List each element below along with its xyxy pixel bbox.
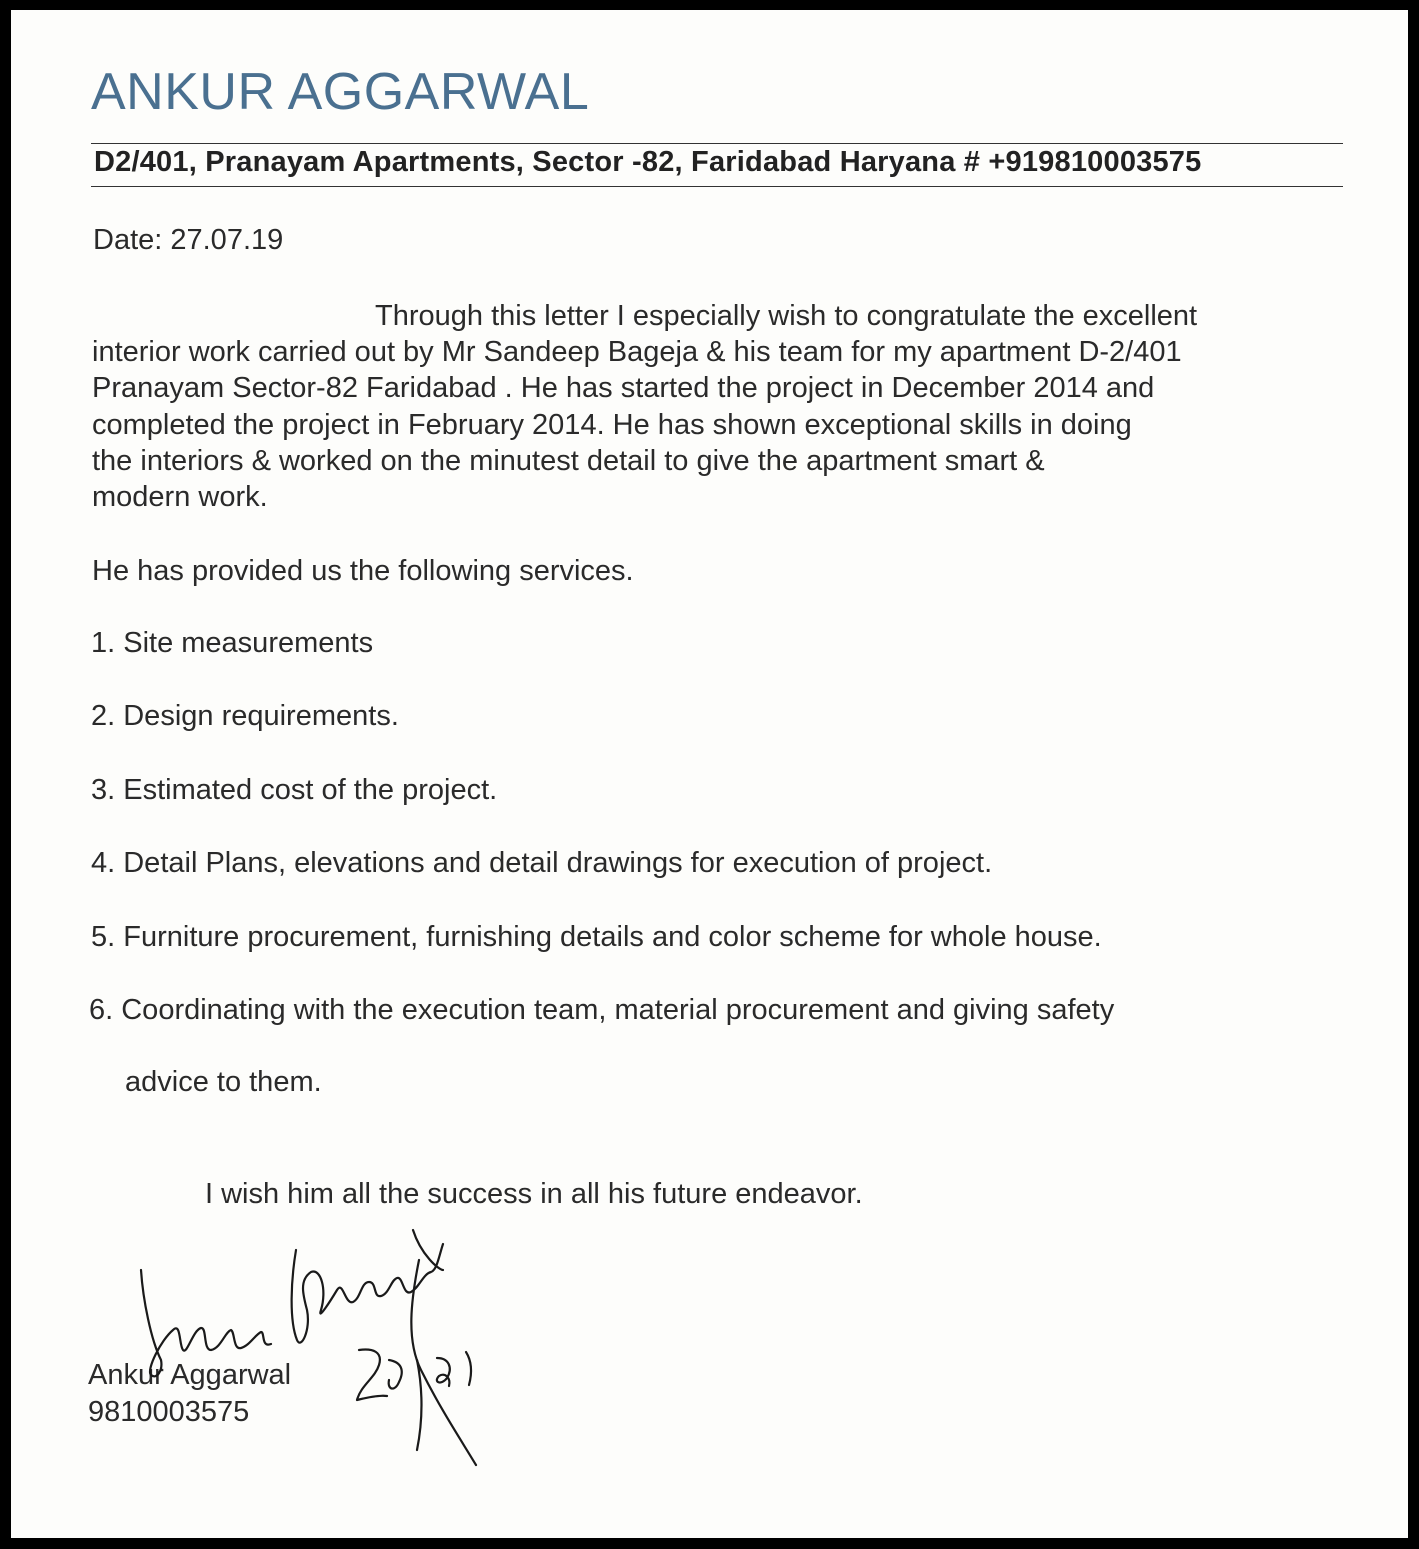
body-line: interior work carried out by Mr Sandeep Bageja & his team for my apartment D-2/401 bbox=[92, 336, 1182, 368]
body-line: modern work. bbox=[92, 481, 268, 513]
body-line: Pranayam Sector-82 Faridabad . He has started the project in December 2014 and bbox=[92, 372, 1155, 404]
letterhead-name: ANKUR AGGARWAL bbox=[91, 63, 590, 121]
signatory-phone: 9810003575 bbox=[88, 1396, 250, 1428]
letterhead-bottom-rule bbox=[91, 186, 1343, 187]
closing-line: I wish him all the success in all his future endeavor. bbox=[205, 1178, 863, 1210]
body-line: completed the project in February 2014. He has shown exceptional skills in doing bbox=[92, 409, 1132, 441]
letter-date: Date: 27.07.19 bbox=[93, 224, 284, 256]
body-line: Through this letter I especially wish to congratulate the excellent bbox=[375, 300, 1198, 332]
letterhead-top-rule bbox=[91, 143, 1343, 144]
service-item: 6. Coordinating with the execution team, material procurement and giving safety bbox=[89, 994, 1115, 1026]
service-item: 1. Site measurements bbox=[91, 627, 374, 659]
service-item: 4. Detail Plans, elevations and detail drawings for execution of project. bbox=[91, 847, 993, 879]
services-intro: He has provided us the following services. bbox=[92, 555, 634, 587]
letterhead-address: D2/401, Pranayam Apartments, Sector -82, Faridabad Haryana # +919810003575 bbox=[94, 146, 1202, 178]
service-item: 2. Design requirements. bbox=[91, 700, 399, 732]
service-item-continuation: advice to them. bbox=[125, 1066, 322, 1098]
body-line: the interiors & worked on the minutest detail to give the apartment smart & bbox=[92, 445, 1045, 477]
service-item: 3. Estimated cost of the project. bbox=[91, 774, 498, 806]
handwritten-signature bbox=[121, 1210, 501, 1470]
signatory-name: Ankur Aggarwal bbox=[88, 1359, 292, 1391]
service-item: 5. Furniture procurement, furnishing details and color scheme for whole house. bbox=[91, 921, 1102, 953]
letter-page bbox=[11, 10, 1408, 1538]
